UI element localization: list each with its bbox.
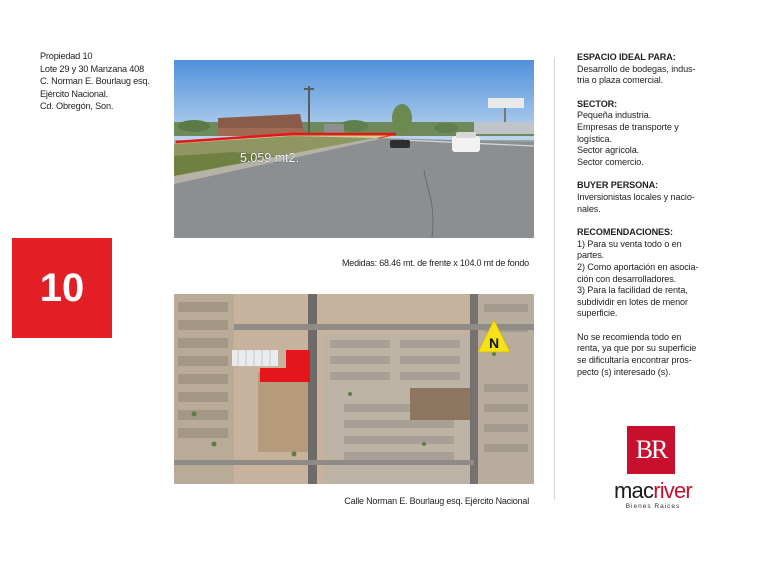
property-address — [40, 50, 170, 113]
buyer-persona-line: nales. — [577, 203, 601, 214]
address-line: Cd. Obregón, Son. — [40, 101, 114, 112]
sector-heading: SECTOR: — [577, 98, 618, 109]
ideal-space-line: tria o plaza comercial. — [577, 75, 664, 86]
recommendation-line: subdividir en lotes de menor — [577, 296, 688, 307]
sector-line: Pequeña industria. — [577, 110, 652, 121]
aerial-map — [174, 294, 534, 484]
recommendation-line: 1) Para su venta todo o en — [577, 238, 682, 249]
address-line: C. Norman E. Bourlaug esq. — [40, 76, 150, 87]
logo-wordmark-part2: river — [653, 478, 692, 503]
note-line: pecto (s) interesado (s). — [577, 366, 671, 377]
note-line: se dificultaría encontrar pros- — [577, 355, 692, 366]
logo-monogram: BR — [635, 435, 667, 464]
area-label: 5,059 mt2. — [240, 151, 300, 165]
street-view-photo — [174, 60, 534, 238]
north-label: N — [488, 335, 500, 351]
ideal-space-heading: ESPACIO IDEAL PARA: — [577, 52, 676, 62]
sector-line: Empresas de transporte y — [577, 121, 679, 132]
sector-line: logística. — [577, 133, 612, 144]
recommendation-line: superficie. — [577, 308, 618, 319]
measurements-caption: Medidas: 68.46 mt. de frente x 104.0 mt de fondo — [341, 258, 529, 268]
logo-wordmark — [592, 478, 714, 504]
address-line: Ejército Nacional. — [40, 88, 108, 99]
recommendations-heading: RECOMENDACIONES: — [577, 227, 673, 238]
recommendation-line: 2) Como aportación en asocia- — [577, 261, 699, 272]
buyer-persona-heading: BUYER PERSONA: — [577, 180, 658, 191]
recommendation-line: 3) Para la facilidad de renta, — [577, 285, 688, 296]
address-line: Propiedad 10 — [40, 51, 93, 61]
street-caption: Calle Norman E. Bourlaug esq. Ejército Nacional — [344, 496, 529, 506]
buyer-persona-line: Inversionistas locales y nacio- — [577, 191, 695, 202]
ideal-space-line: Desarrollo de bodegas, indus- — [577, 63, 696, 74]
logo-subtitle: Bienes Raices — [625, 503, 681, 510]
property-number-badge — [12, 238, 112, 338]
macriver-logo — [592, 426, 714, 516]
address-line: Lote 29 y 30 Manzana 408 — [40, 63, 145, 74]
note-line: No se recomienda todo en — [577, 331, 682, 342]
logo-wordmark-part1: mac — [614, 478, 654, 503]
divider — [554, 58, 555, 500]
note-line: renta, ya que por su superficie — [577, 343, 697, 354]
property-info — [577, 52, 727, 378]
recommendation-line: partes. — [577, 250, 605, 261]
property-number: 10 — [39, 265, 85, 310]
logo-monogram-box — [627, 426, 675, 474]
sector-line: Sector agrícola. — [577, 145, 640, 156]
recommendation-line: ción con desarrolladores. — [577, 273, 677, 284]
sector-line: Sector comercio. — [577, 156, 644, 167]
